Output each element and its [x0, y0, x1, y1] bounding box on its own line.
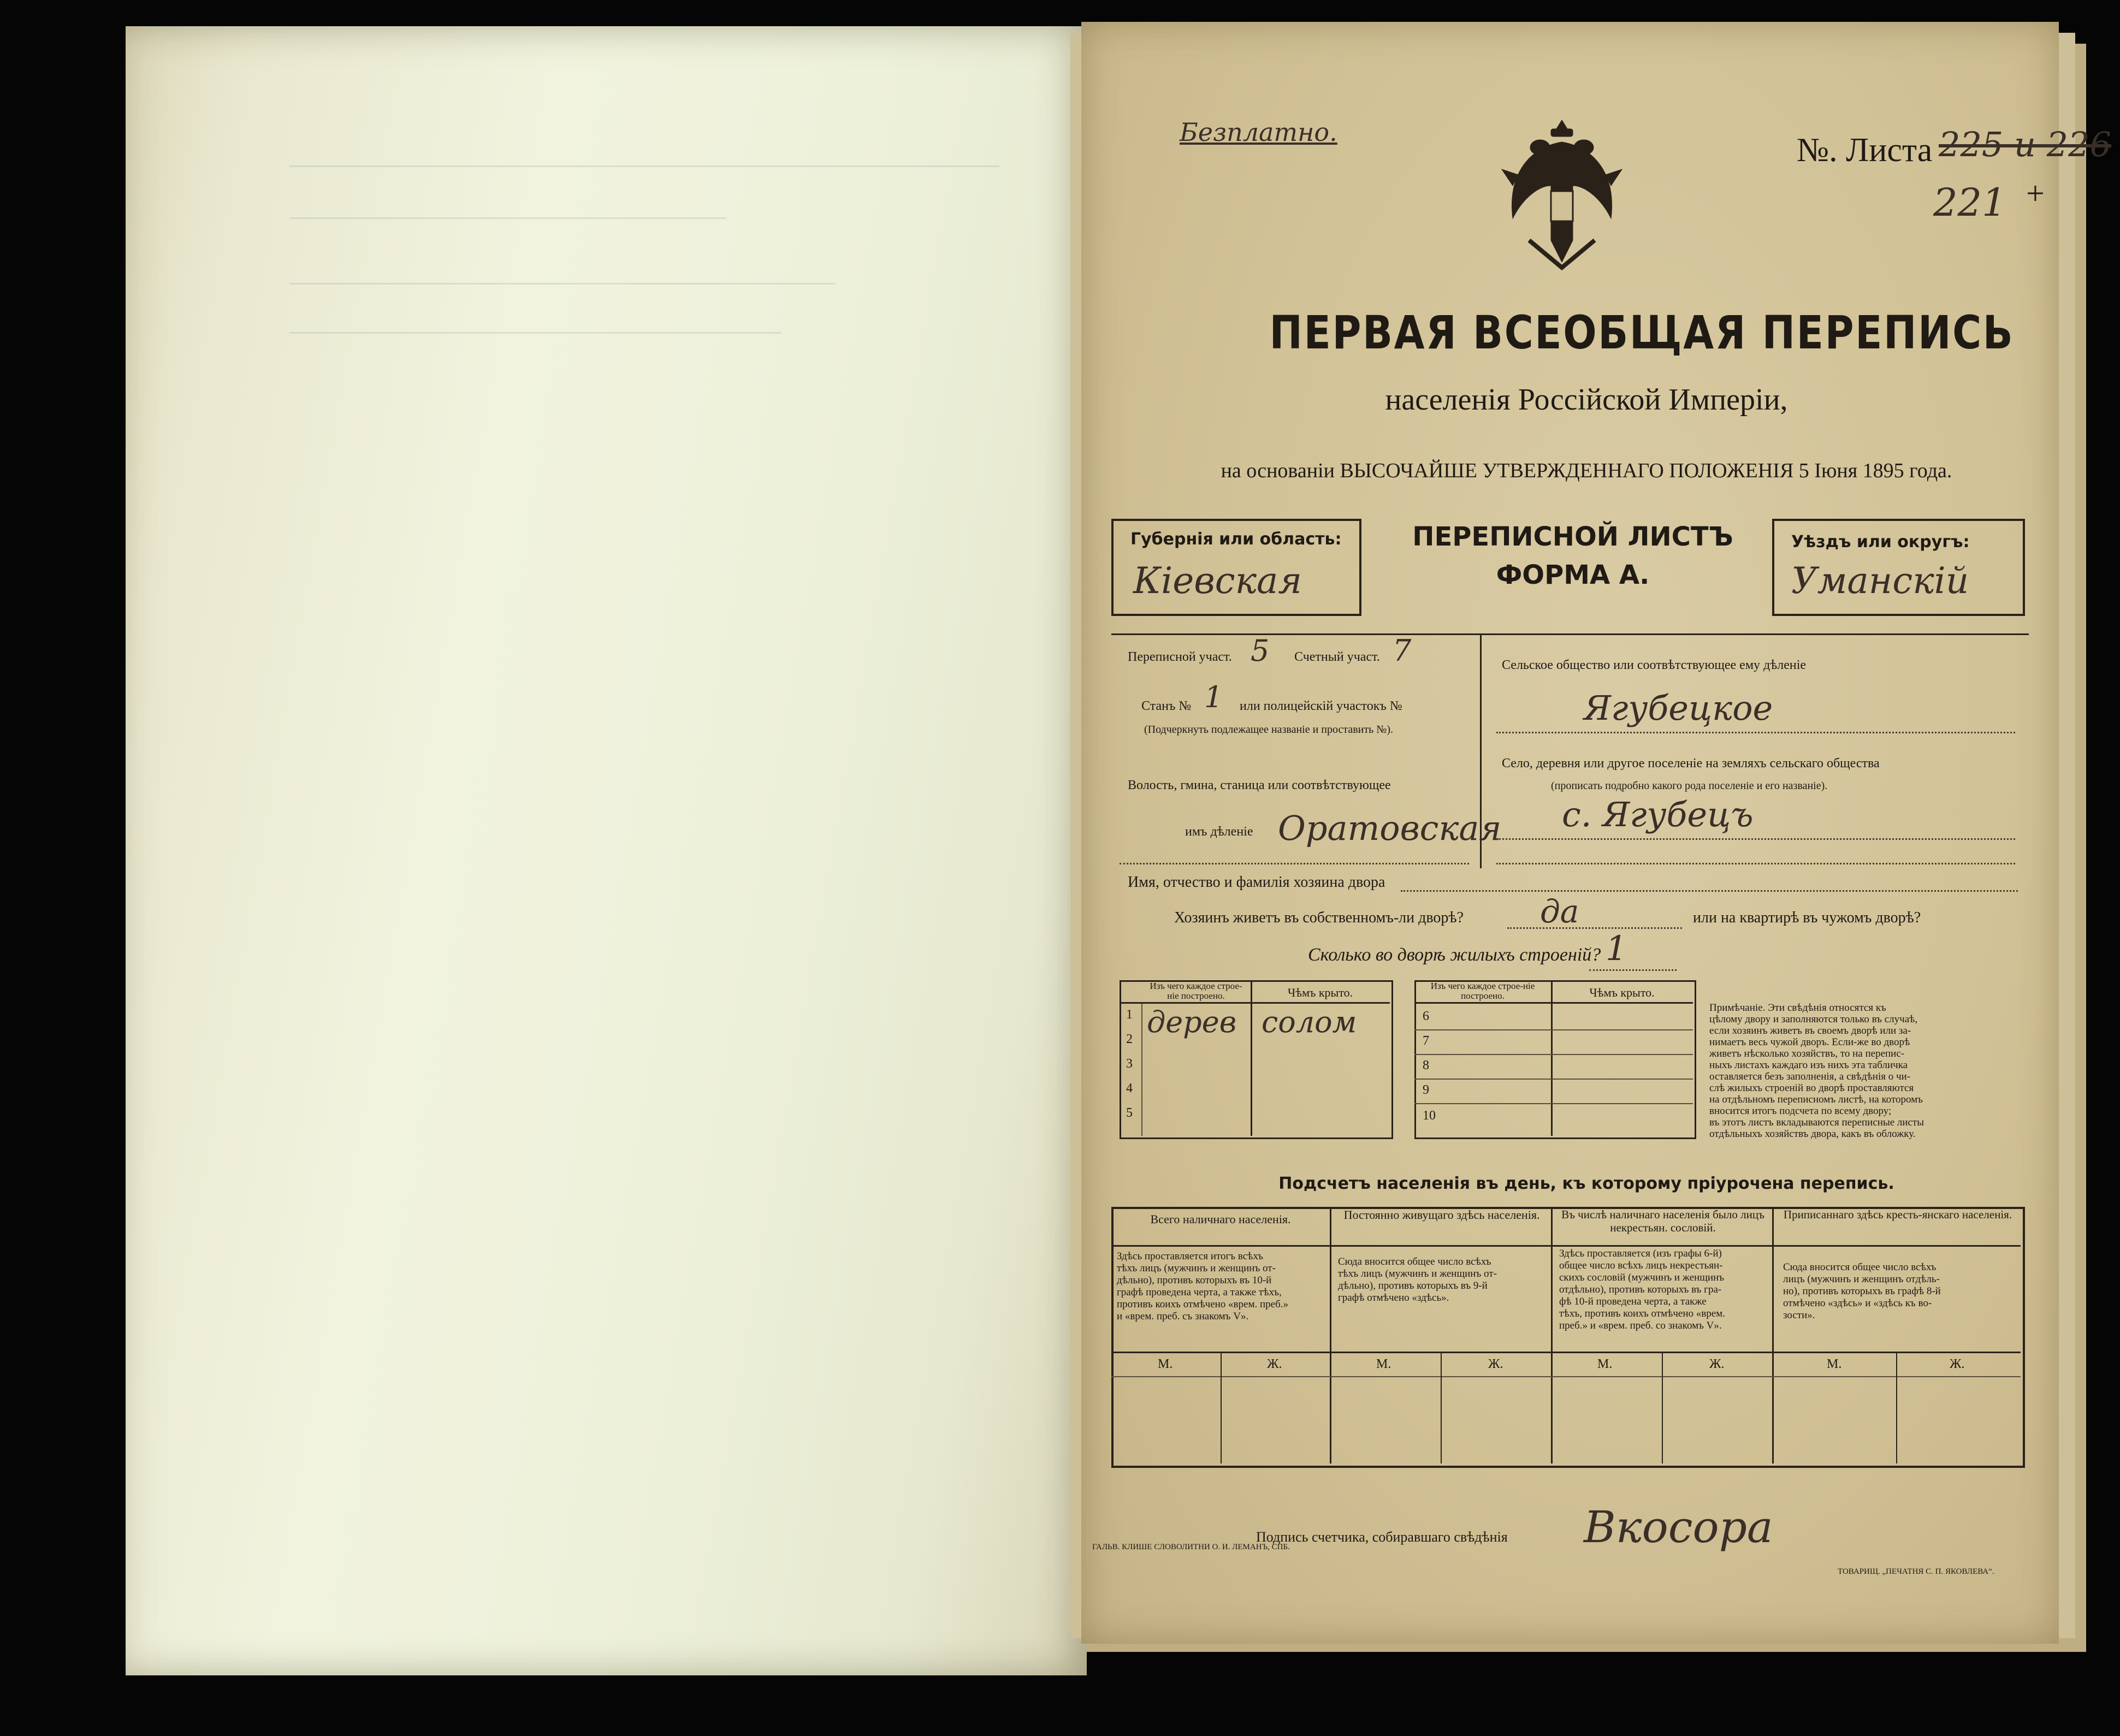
female-label: Ж.: [1267, 1357, 1282, 1371]
body-line: графѣ проведена черта, а также тѣхъ,: [1117, 1287, 1282, 1298]
province-label: Губернія или область:: [1130, 530, 1342, 549]
table-row-divider: [1414, 1054, 1693, 1055]
sheet-number-handwritten-2: 221: [1933, 180, 2006, 225]
faint-ruled-line: [289, 332, 781, 334]
double-headed-eagle-icon: [1496, 115, 1627, 279]
buildings-label: Сколько во дворѣ жилыхъ строеній?: [1308, 945, 1601, 965]
row-number: 10: [1423, 1109, 1436, 1123]
note-line: на отдѣльномъ переписномъ листѣ, на которомъ: [1709, 1094, 1923, 1105]
body-line: преб.» и «врем. преб. со знакомъ V».: [1559, 1320, 1722, 1331]
society-underline: [1496, 732, 2015, 733]
buildings-value: 1: [1606, 928, 1627, 968]
table-header-divider: [1111, 1245, 2021, 1247]
stan-number: 1: [1204, 680, 1223, 714]
district-label: Уѣздъ или округъ:: [1791, 532, 1970, 552]
body-line: тѣхъ лицъ (мужчинъ и женщинъ от-: [1117, 1263, 1276, 1274]
table-mf-column-divider: [1221, 1352, 1222, 1464]
stan-label: Станъ №: [1141, 699, 1192, 713]
society-value: Ягубецкое: [1584, 688, 1773, 728]
body-line: фѣ 10-й проведена черта, а также: [1559, 1296, 1707, 1307]
own-yard-value: да: [1540, 893, 1579, 930]
body-line: Здѣсь проставляется итогъ всѣхъ: [1117, 1251, 1264, 1262]
note-line: вносится итогъ подсчета по всему двору;: [1709, 1105, 1892, 1117]
count-column-header: Всего наличнаго населенія.: [1150, 1212, 1291, 1226]
rented-yard-label: или на квартирѣ въ чужомъ дворѣ?: [1693, 909, 1921, 926]
buildings-underline: [1589, 969, 1677, 971]
row-number: 8: [1423, 1058, 1429, 1073]
table-column-divider: [1141, 1002, 1142, 1136]
table-mf-divider: [1111, 1376, 2021, 1377]
body-line: лицъ (мужчинъ и женщинъ отдѣль-: [1783, 1273, 1940, 1285]
count-column-header: Въ числѣ наличнаго населенія было лицъ некрестьян. сословій.: [1561, 1208, 1764, 1234]
faint-ruled-line: [289, 283, 836, 285]
district-value: Уманскій: [1791, 560, 1969, 602]
underline-note: (Подчеркнуть подлежащее названіе и проставить №).: [1144, 724, 1393, 736]
row-number: 6: [1423, 1009, 1429, 1023]
body-line: Здѣсь проставляется (изъ графы 6-й): [1559, 1248, 1722, 1259]
form-subtitle: населенія Россійской Имперіи,: [1385, 383, 1788, 417]
row-number: 7: [1423, 1034, 1429, 1048]
female-label: Ж.: [1709, 1357, 1725, 1371]
own-yard-underline: [1507, 927, 1682, 929]
male-label: М.: [1158, 1357, 1173, 1371]
volost-value: Оратовская: [1278, 808, 1502, 848]
buildings-table-left: [1120, 980, 1393, 1139]
note-line: слѣ жилыхъ строеній во дворѣ проставляются: [1709, 1082, 1914, 1094]
volost-label-2: имъ дѣленіе: [1185, 825, 1253, 839]
form-legal-basis: на основаніи ВЫСОЧАЙШЕ УТВЕРЖДЕННАГО ПОЛОЖЕНІЯ 5 Іюня 1895 года.: [1221, 459, 1952, 482]
body-line: и «врем. преб. съ знакомъ V».: [1117, 1311, 1249, 1322]
body-line: графѣ отмѣчено «здѣсь».: [1338, 1292, 1449, 1304]
body-line: Сюда вносится общее число всѣхъ: [1783, 1261, 1937, 1273]
society-label: Сельское общество или соотвѣтствующее ему дѣленіе: [1502, 658, 1807, 672]
body-line: дѣльно), противъ которыхъ въ 10-й: [1117, 1275, 1272, 1286]
row-number: 9: [1423, 1083, 1429, 1097]
printer-mark-left: ГАЛЬВ. КЛИШЕ СЛОВОЛИТНИ О. И. ЛЕМАНЪ, СПБ.: [1092, 1543, 1290, 1551]
row-number: 3: [1126, 1057, 1133, 1071]
row1-material-value: дерев: [1147, 1005, 1237, 1039]
village-underline: [1496, 838, 2015, 840]
province-value: Кіевская: [1133, 560, 1302, 602]
form-main-title: ПЕРВАЯ ВСЕОБЩАЯ ПЕРЕПИСЬ: [1269, 306, 2015, 359]
table-row-divider: [1414, 1079, 1693, 1080]
table-header-divider: [1414, 1002, 1693, 1004]
volost-underline: [1120, 863, 1469, 864]
male-label: М.: [1827, 1357, 1842, 1371]
village-label: Село, деревня или другое поселеніе на земляхъ сельскаго общества: [1502, 756, 1880, 771]
count-column-body: [1783, 1261, 2015, 1322]
census-section-number: 5: [1251, 633, 1270, 668]
village-underline-2: [1496, 863, 2015, 864]
village-note: (прописать подробно какого рода поселеніе и его названіе).: [1551, 780, 1828, 792]
count-section-number: 7: [1393, 633, 1412, 668]
sheet-number-label: №. Листа: [1797, 132, 1933, 169]
row1-roof-value: солом: [1262, 1005, 1357, 1039]
note-line: въ этотъ листъ вкладываются переписные листы: [1709, 1117, 1924, 1128]
table-mf-column-divider: [1441, 1352, 1442, 1464]
table-mf-column-divider: [1662, 1352, 1663, 1464]
count-column-body: [1338, 1256, 1548, 1304]
note-line: цѣлому двору и заполняются только въ случаѣ,: [1709, 1014, 1918, 1025]
count-column-header: Приписаннаго здѣсь кресть-янскаго населенія.: [1783, 1208, 2012, 1221]
body-line: но), противъ которыхъ въ графѣ 8-й: [1783, 1285, 1941, 1297]
police-section-label: или полицейскій участокъ №: [1240, 699, 1402, 713]
body-line: общее число всѣхъ лицъ некрестьян-: [1559, 1260, 1723, 1271]
sheet-form-title: ФОРМА А.: [1496, 560, 1650, 590]
body-line: скихъ сословій (мужчинъ и женщинъ: [1559, 1272, 1725, 1283]
female-label: Ж.: [1950, 1357, 1965, 1371]
note-line: нимаетъ весь чужой дворъ. Если-же во дворѣ: [1709, 1036, 1910, 1048]
note-line: ныхъ листахъ каждаго изъ нихъ эта табличка: [1709, 1059, 1908, 1071]
sheet-title: ПЕРЕПИСНОЙ ЛИСТЪ: [1412, 522, 1733, 552]
free-label: Безплатно.: [1180, 117, 1337, 147]
body-line: тѣхъ лицъ (мужчинъ и женщинъ от-: [1338, 1268, 1497, 1279]
body-line: противъ коихъ отмѣчено «врем. преб.»: [1117, 1299, 1288, 1310]
note-line: Примѣчаніе. Эти свѣдѣнія относятся къ: [1709, 1002, 1886, 1014]
note-line: оставляется безъ заполненія, а свѣдѣнія о чи-: [1709, 1071, 1911, 1082]
table-body-divider: [1111, 1352, 2021, 1353]
faint-ruled-line: [289, 217, 726, 219]
roof-column-header: Чѣмъ крыто.: [1287, 986, 1353, 999]
printer-mark-right: ТОВАРИЩ. „ПЕЧАТНЯ С. П. ЯКОВЛЕВА“.: [1838, 1567, 1994, 1576]
own-yard-label: Хозяинъ живетъ въ собственномъ-ли дворѣ?: [1174, 909, 1464, 926]
owner-name-underline: [1401, 890, 2018, 892]
body-line: зости».: [1783, 1310, 1815, 1321]
table-row-divider: [1414, 1029, 1693, 1030]
body-line: дѣльно), противъ которыхъ въ 9-й: [1338, 1280, 1488, 1291]
count-column-body: [1559, 1248, 1769, 1332]
note-line: живетъ нѣсколько хозяйствъ, то на перепис-: [1709, 1048, 1905, 1059]
count-column-body: [1117, 1251, 1327, 1323]
table-header-divider: [1120, 1002, 1390, 1004]
material-column-header: Изъ чего каждое строе-ніе построено.: [1150, 981, 1242, 1001]
row-number: 5: [1126, 1106, 1133, 1120]
body-line: тѣхъ, противъ коихъ отмѣчено «врем.: [1559, 1308, 1725, 1319]
note-line: если хозяинъ живетъ въ своемъ дворѣ или за-: [1709, 1025, 1911, 1036]
body-line: отмѣчено «здѣсь» и «здѣсь къ во-: [1783, 1297, 1932, 1309]
plus-mark: +: [2026, 175, 2045, 211]
table-mf-column-divider: [1896, 1352, 1897, 1464]
male-label: М.: [1376, 1357, 1391, 1371]
count-section-label: Счетный участ.: [1294, 650, 1380, 664]
row-number: 2: [1126, 1032, 1133, 1046]
signature-value: Вкосора: [1584, 1502, 1773, 1553]
divider: [1111, 633, 2029, 635]
volost-label: Волость, гмина, станица или соотвѣтствующее: [1128, 778, 1391, 792]
note-line: отдѣльныхъ хозяйствъ двора, какъ въ обложку.: [1709, 1128, 1916, 1140]
buildings-table-right: [1414, 980, 1696, 1139]
census-form-page: [1081, 22, 2112, 1644]
count-column-header: Постоянно живущаго здѣсь населенія.: [1343, 1208, 1540, 1222]
body-line: Сюда вносится общее число всѣхъ: [1338, 1256, 1491, 1267]
row-number: 1: [1126, 1008, 1133, 1022]
count-section-title: Подсчетъ населенія въ день, къ которому пріурочена перепись.: [1278, 1174, 1894, 1193]
note-block: [1709, 1002, 2037, 1140]
female-label: Ж.: [1488, 1357, 1503, 1371]
roof-column-header: Чѣмъ крыто.: [1589, 986, 1655, 999]
village-value: с. Ягубецъ: [1562, 795, 1754, 834]
owner-name-label: Имя, отчество и фамилія хозяина двора: [1128, 874, 1385, 891]
body-line: отдѣльно), противъ которыхъ въ гра-: [1559, 1284, 1722, 1295]
signature-label: Подпись счетчика, собиравшаго свѣдѣнія: [1256, 1529, 1508, 1545]
material-column-header: Изъ чего каждое строе-ніе построено.: [1430, 981, 1535, 1001]
row-number: 4: [1126, 1081, 1133, 1095]
male-label: М.: [1597, 1357, 1613, 1371]
census-section-label: Переписной участ.: [1128, 650, 1232, 664]
table-row-divider: [1414, 1103, 1693, 1104]
sheet-number-handwritten: 225 и 226: [1939, 125, 2112, 164]
blank-left-page: [126, 26, 1087, 1675]
faint-ruled-line: [289, 165, 999, 167]
